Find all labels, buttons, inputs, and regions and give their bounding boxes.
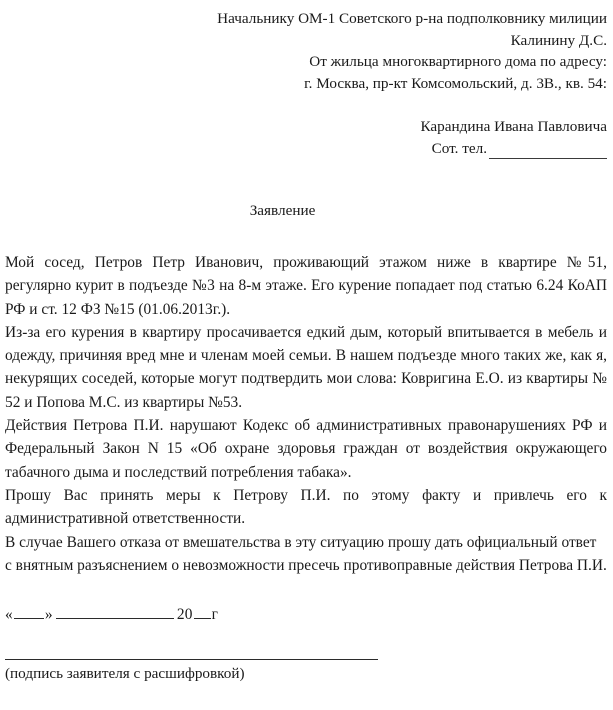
addressee-line-3: От жильца многоквартирного дома по адресу:: [309, 53, 607, 70]
signature-block: [0, 658, 613, 684]
date-quote-close: »: [44, 606, 53, 624]
year-prefix: 20: [176, 606, 193, 624]
document-title: Заявление: [249, 202, 316, 219]
phone-blank-field[interactable]: [489, 143, 607, 159]
signature-line[interactable]: [5, 658, 378, 660]
body-paragraph: В случае Вашего отказа от вмешательства в эту ситуацию прошу дать официальный ответ с внятным разъяснением о невозможности пресечь противоправные действия Петрова П.И.: [5, 533, 607, 574]
body-paragraph: Мой сосед, Петров Петр Иванович, проживающий этажом ниже в квартире №51, регулярно курит в подъезде №3 на 8-м этаже. Его курение попадает под статью 6.24 КоАП РФ и ст. 12 ФЗ №15 (01.06.2013г.).: [5, 254, 607, 318]
month-blank-field[interactable]: [56, 605, 174, 619]
date-quote-open: «: [5, 606, 13, 624]
applicant-name: Карандина Ивана Павловича: [420, 118, 607, 135]
body-paragraph: Действия Петрова П.И. нарушают Кодекс об административных правонарушениях РФ и Федеральный Закон N 15 «Об охране здоровья граждан от воздействия окружающего табачного дыма и последствий потребления табака».: [5, 417, 607, 481]
body-paragraph: Из-за его курения в квартиру просачивается едкий дым, который впитывается в мебель и одежду, причиняя вред мне и членам моей семьи. В нашем подъезде много таких же, как я, некурящих соседей, которые могут подтвердить мои слова: Ковригина Е.О. из квартиры № 52 и Попова М.С. из квартиры №53.: [5, 323, 607, 411]
addressee-line-4: г. Москва, пр-кт Комсомольский, д. 3В., кв. 54:: [304, 74, 607, 92]
header-spacer: [0, 94, 607, 116]
addressee-line-1: Начальнику ОМ-1 Советского р-на подполковнику милиции: [217, 10, 607, 27]
signature-caption: (подпись заявителя с расшифровкой): [5, 665, 245, 683]
document-header: [0, 0, 613, 159]
day-blank-field[interactable]: [14, 605, 44, 619]
phone-label: Сот. тел.: [431, 139, 487, 157]
year-suffix: г: [211, 606, 219, 624]
year-blank-field[interactable]: [194, 605, 211, 619]
body-paragraph: Прошу Вас принять меры к Петрову П.И. по этому факту и привлечь его к административной ответственности.: [5, 486, 607, 528]
date-line: [0, 603, 613, 626]
applicant-phone-line: [0, 138, 607, 160]
addressee-line-2: Калинину Д.С.: [510, 31, 607, 49]
document-body: [0, 251, 613, 577]
